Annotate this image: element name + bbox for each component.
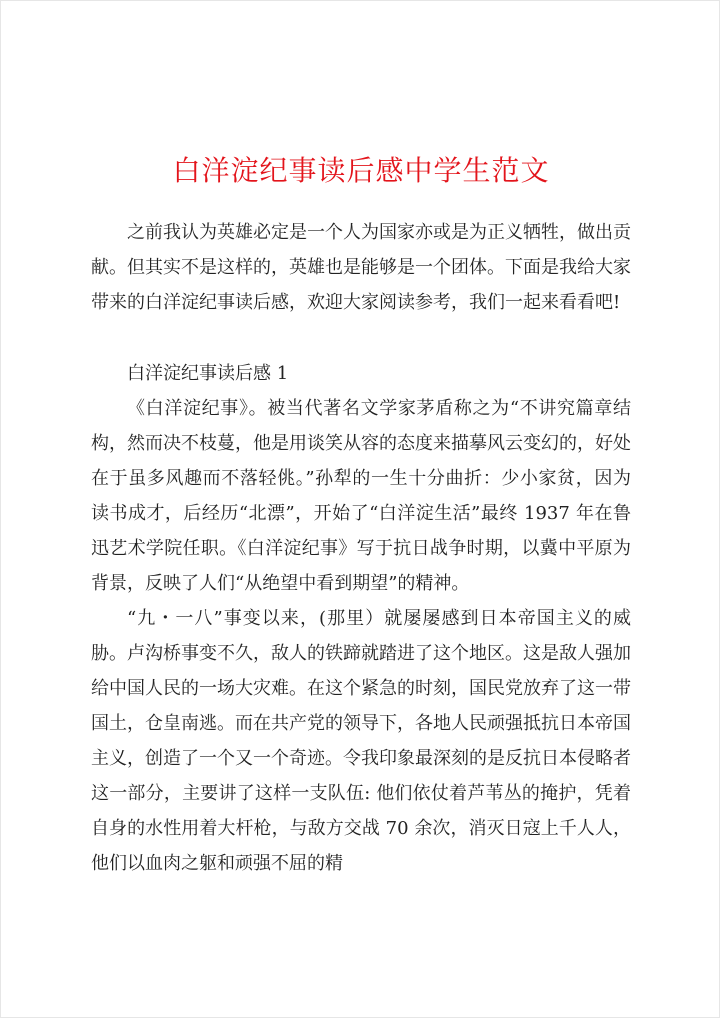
body-paragraph-1: 《白洋淀纪事》。被当代著名文学家茅盾称之为“不讲究篇章结构，然而决不枝蔓，他是用谈笑从容的态度来描摹风云变幻的，好处在于虽多风趣而不落轻佻。”孙犁的一生十分曲折：少小家贫，因为读书成才，后经历“北漂”，开始了“白洋淀生活”最终 1937 年在鲁迅艺术学院任职。《白洋淀纪事》写于抗日战争时期，以冀中平原为背景，反映了人们“从绝望中看到期望”的精神。 — [91, 398, 631, 594]
document-title: 白洋淀纪事读后感中学生范文 — [172, 154, 550, 187]
body-paragraph-2: “九・一八”事变以来，(那里）就屡屡感到日本帝国主义的威胁。卢沟桥事变不久，敌人的铁蹄就踏进了这个地区。这是敌人强加给中国人民的一场大灾难。在这个紧急的时刻，国民党放弃了这一带国土，仓皇南逃。而在共产党的领导下，各地人民顽强抵抗日本帝国主义，创造了一个又一个奇迹。令我印象最深刻的是反抗日本侵略者这一部分，主要讲了这样一支队伍: 他们依仗着芦苇丛的掩护，凭着自身的水性用着大杆枪，与敌方交战 70 余次，消灭日寇上千人人，他们以血肉之躯和顽强不屈的精 — [91, 608, 631, 874]
intro-paragraph: 之前我认为英雄必定是一个人为国家亦或是为正义牺牲，做出贡献。但其实不是这样的，英雄也是能够是一个团体。下面是我给大家带来的白洋淀纪事读后感，欢迎大家阅读参考，我们一起来看看吧! — [91, 222, 631, 313]
document-body — [91, 215, 631, 881]
section-heading: 白洋淀纪事读后感 1 — [127, 363, 289, 384]
